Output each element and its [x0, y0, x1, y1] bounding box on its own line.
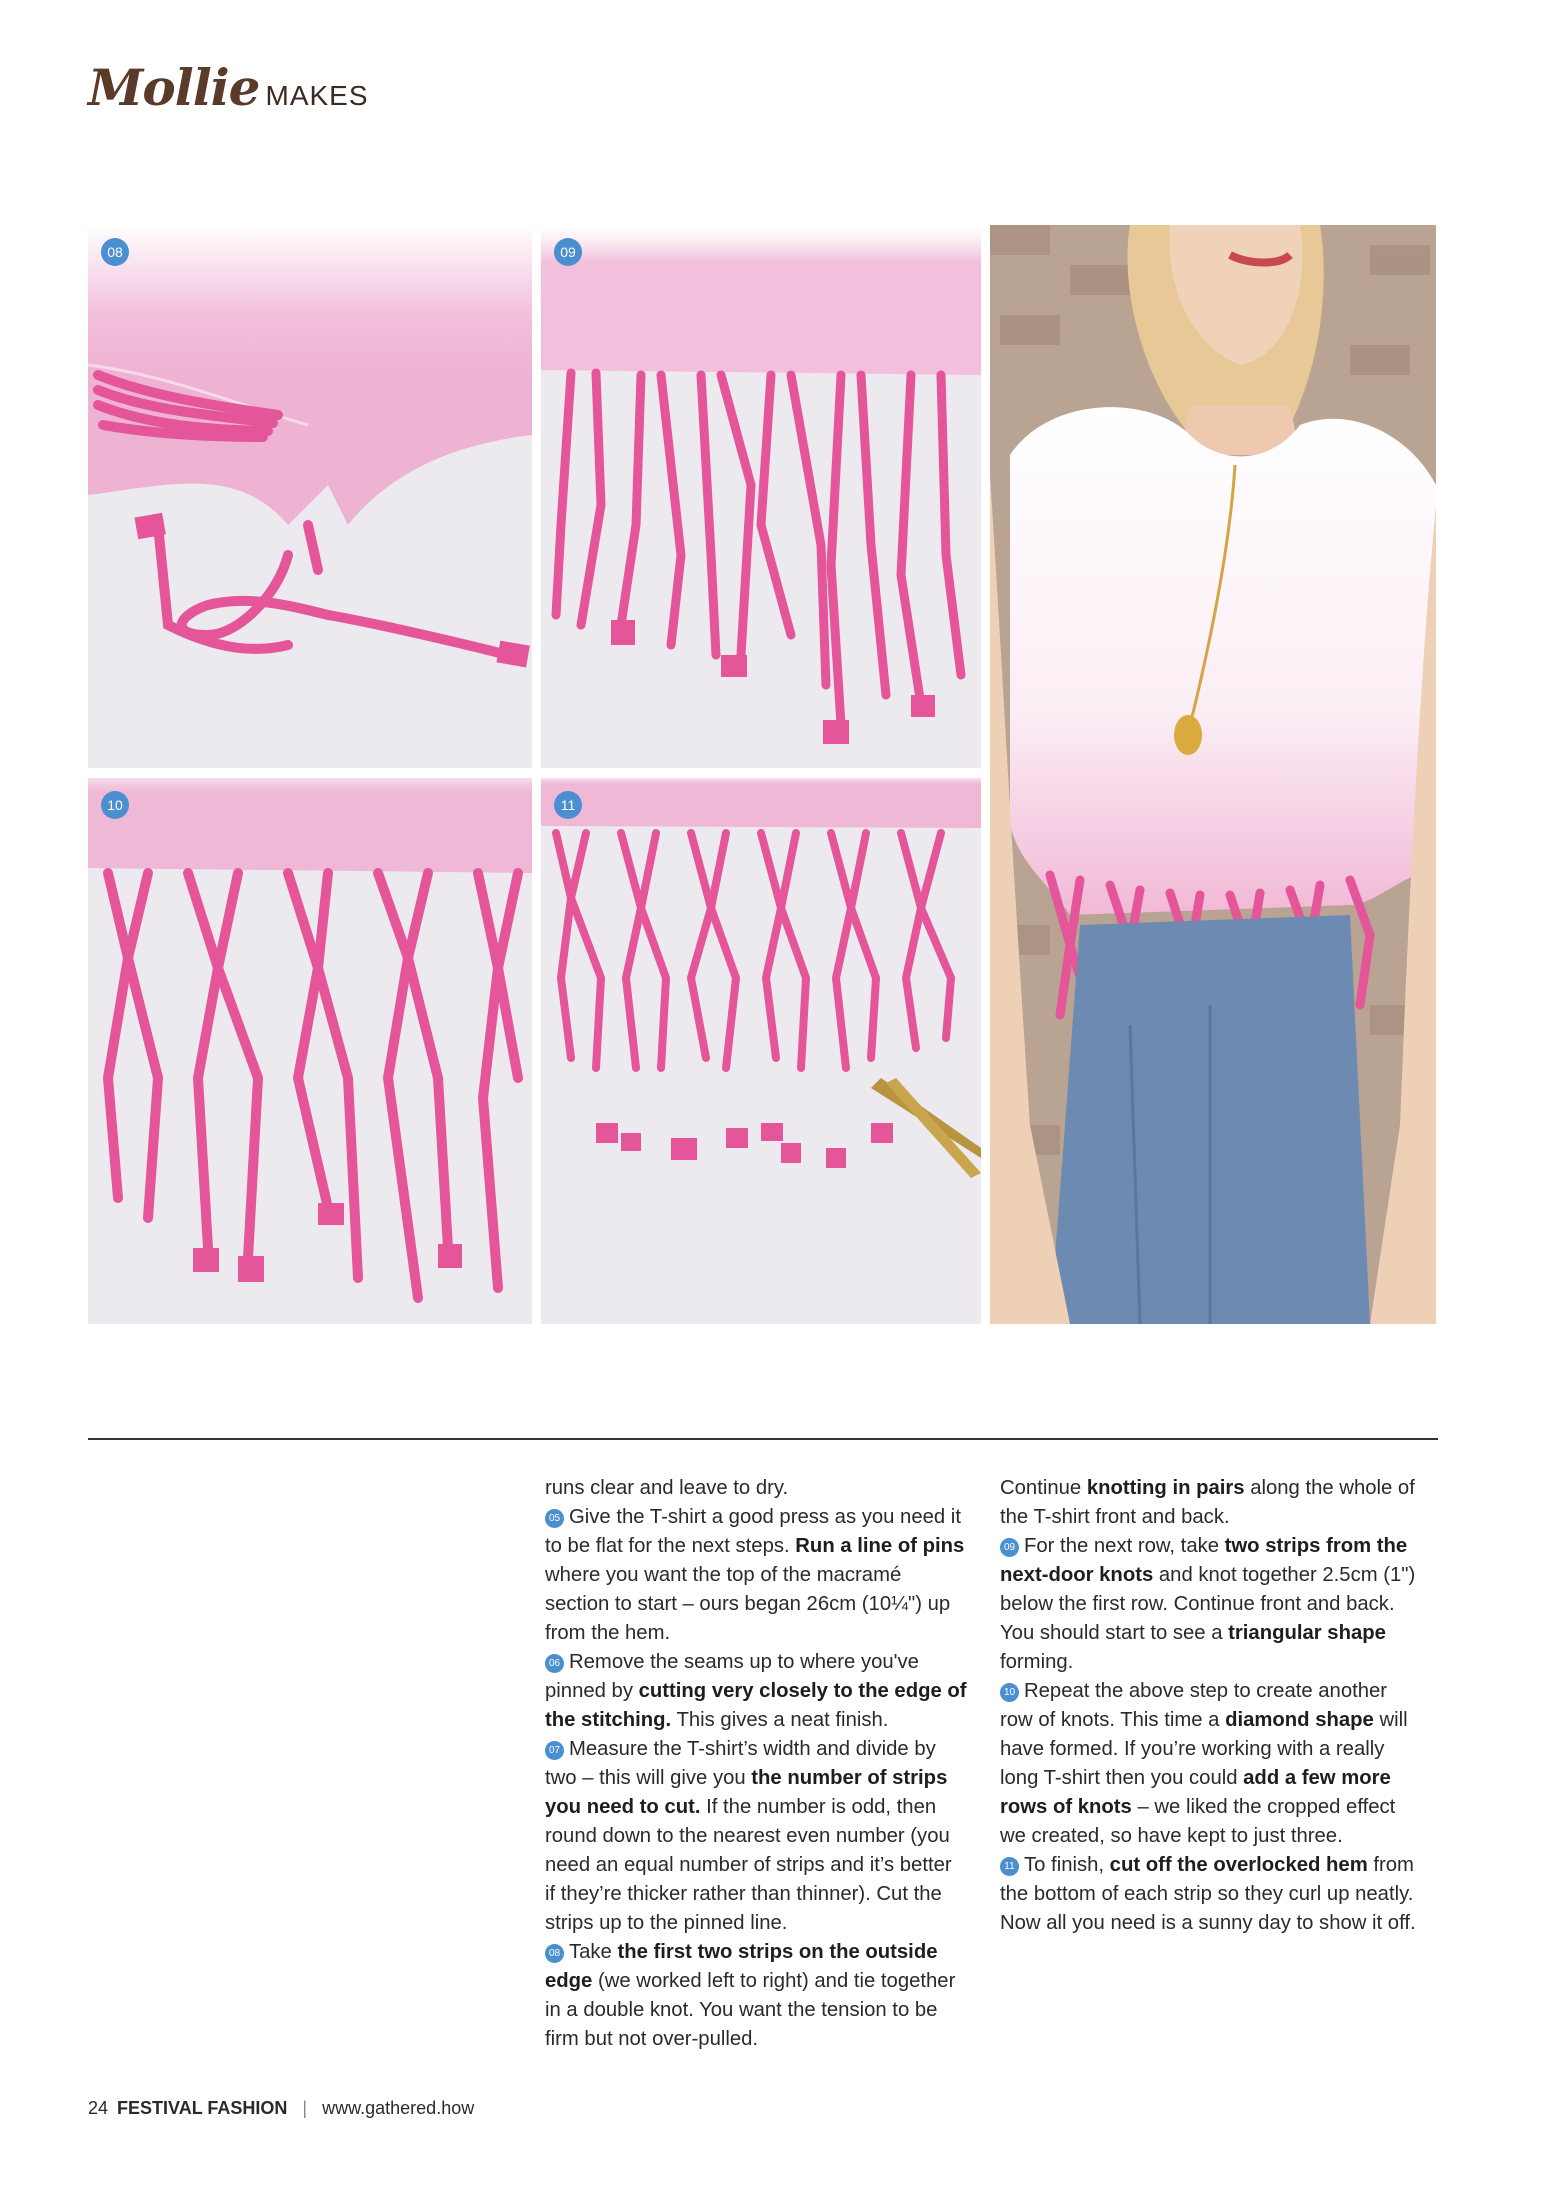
- paragraph-step-05: 05 Give the T-shirt a good press as you need it to be flat for the next steps. Run a line of pins where you want the top of the macramé section to start – ours began 26cm (10¼") up from the hem.: [545, 1506, 965, 1644]
- photo-step-11: [541, 778, 981, 1324]
- paragraph-step-08: 08 Take the first two strips on the outside edge (we worked left to right) and tie together in a double knot. You want the tension to be firm but not over-pulled.: [545, 1941, 956, 2050]
- masthead-logo: [88, 58, 369, 117]
- step-badge-09: 09: [554, 238, 582, 266]
- page-footer: [88, 2098, 474, 2119]
- section-divider: [88, 1438, 1438, 1440]
- step-badge-09-text: 09: [1000, 1538, 1019, 1557]
- page-number: 24: [88, 2098, 109, 2118]
- photo-step-09: [541, 225, 981, 768]
- text-column-1: [545, 1474, 967, 2054]
- step-badge-06: 06: [545, 1654, 564, 1673]
- step-badge-07: 07: [545, 1741, 564, 1760]
- paragraph-step-10: 10 Repeat the above step to create another row of knots. This time a diamond shape will have formed. If you’re working with a really long T-shirt then you could add a few more rows of knots – we liked the cropped effect we created, so have kept to just three.: [1000, 1680, 1408, 1847]
- photo-model-finished-top: [990, 225, 1436, 1324]
- step-badge-10: 10: [101, 791, 129, 819]
- footer-separator: |: [302, 2098, 308, 2118]
- section-name: FESTIVAL FASHION: [117, 2098, 288, 2118]
- model-image: [990, 225, 1436, 1324]
- step-badge-11-text: 11: [1000, 1857, 1019, 1876]
- text-column-2: [1000, 1474, 1422, 1938]
- step-badge-08-text: 08: [545, 1944, 564, 1963]
- photo-step-10: [88, 778, 532, 1324]
- step-badge-05: 05: [545, 1509, 564, 1528]
- paragraph-step-06: 06 Remove the seams up to where you've pinned by cutting very closely to the edge of the stitching. This gives a neat finish.: [545, 1651, 967, 1731]
- photo-09-image: [541, 225, 981, 768]
- paragraph-step-07: 07 Measure the T-shirt’s width and divide by two – this will give you the number of strips you need to cut. If the number is odd, then round down to the nearest even number (you need an equal number of strips and it’s better if they’re thicker rather than thinner). Cut the strips up to the pinned line.: [545, 1738, 952, 1934]
- photo-08-image: [88, 225, 532, 768]
- paragraph-intro: runs clear and leave to dry.: [545, 1477, 789, 1499]
- paragraph-step-09: 09 For the next row, take two strips from the next-door knots and knot together 2.5cm (1") below the first row. Continue front and back. You should start to see a triangular shape forming.: [1000, 1535, 1416, 1673]
- photo-step-08: [88, 225, 532, 768]
- logo-makes: MAKES: [265, 80, 369, 111]
- photo-10-image: [88, 778, 532, 1324]
- step-badge-10-text: 10: [1000, 1683, 1019, 1702]
- step-badge-08: 08: [101, 238, 129, 266]
- logo-script: Mollie: [88, 58, 260, 117]
- paragraph-step-11: 11 To finish, cut off the overlocked hem from the bottom of each strip so they curl up neatly. Now all you need is a sunny day to show it off.: [1000, 1854, 1416, 1934]
- paragraph-continue: Continue knotting in pairs along the whole of the T-shirt front and back.: [1000, 1477, 1415, 1528]
- photo-11-image: [541, 778, 981, 1324]
- step-badge-11: 11: [554, 791, 582, 819]
- footer-url[interactable]: www.gathered.how: [322, 2098, 475, 2118]
